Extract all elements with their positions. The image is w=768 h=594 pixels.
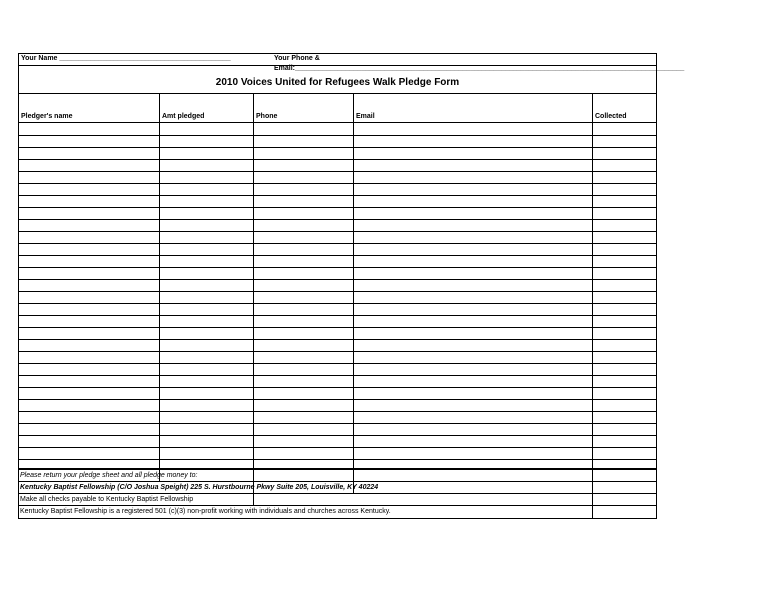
col-phone bbox=[253, 94, 353, 122]
footer-row-2 bbox=[19, 482, 656, 494]
table-row-line bbox=[19, 375, 656, 376]
table-row-line bbox=[19, 423, 656, 424]
footer-divider bbox=[592, 506, 593, 518]
table-row-line bbox=[19, 303, 656, 304]
table-row-line bbox=[19, 315, 656, 316]
table-row-line bbox=[19, 447, 656, 448]
table-row-line bbox=[19, 231, 656, 232]
table-row-line bbox=[19, 399, 656, 400]
nonprofit-note: Kentucky Baptist Fellowship is a registered 501 (c)(3) non-profit working with individuals and churches across Kentucky. bbox=[20, 508, 391, 515]
phone-email-field[interactable]: Your Phone & Email:____________________________________________________________________________________________________ bbox=[274, 55, 685, 72]
table-row-line bbox=[19, 243, 656, 244]
col-pledger-name bbox=[19, 94, 159, 122]
footer-row-1 bbox=[19, 470, 656, 482]
pledge-form bbox=[18, 53, 685, 519]
header-row bbox=[19, 54, 685, 72]
column-divider bbox=[592, 123, 593, 468]
form-title: 2010 Voices United for Refugees Walk Pledge Form bbox=[215, 77, 460, 88]
title-row bbox=[19, 66, 656, 94]
footer-divider bbox=[253, 470, 254, 482]
footer-divider bbox=[353, 482, 354, 494]
footer bbox=[19, 470, 656, 518]
footer-divider bbox=[159, 470, 160, 482]
mailing-address: Kentucky Baptist Fellowship (C/O Joshua Speight) 225 S. Hurstbourne Pkwy Suite 205, Louisville, KY 40224 bbox=[20, 484, 379, 491]
table-row-line bbox=[19, 327, 656, 328]
your-name-field[interactable]: Your Name ____________________________________________ bbox=[21, 55, 231, 62]
col-pledger-name-label: Pledger's name bbox=[21, 113, 73, 120]
return-instructions: Please return your pledge sheet and all pledge money to: bbox=[20, 472, 198, 479]
check-payable-note: Make all checks payable to Kentucky Baptist Fellowship bbox=[20, 496, 194, 503]
table-row-line bbox=[19, 387, 656, 388]
col-amt-pledged bbox=[159, 94, 253, 122]
col-email bbox=[353, 94, 592, 122]
table-row-line bbox=[19, 267, 656, 268]
table-row-line bbox=[19, 363, 656, 364]
table-row-line bbox=[19, 159, 656, 160]
column-divider bbox=[353, 123, 354, 468]
footer-divider bbox=[592, 494, 593, 506]
column-divider bbox=[253, 123, 254, 468]
table-row-line bbox=[19, 279, 656, 280]
table-row-line bbox=[19, 147, 656, 148]
table-row-line bbox=[19, 435, 656, 436]
col-collected bbox=[592, 94, 656, 122]
table-row-line bbox=[19, 291, 656, 292]
table-row-line bbox=[19, 459, 656, 460]
table-row-line bbox=[19, 183, 656, 184]
col-email-label: Email bbox=[356, 113, 375, 120]
column-divider bbox=[159, 123, 160, 468]
footer-divider bbox=[592, 482, 593, 494]
table-row-line bbox=[19, 339, 656, 340]
table-row-line bbox=[19, 219, 656, 220]
table-row-line bbox=[19, 255, 656, 256]
col-phone-label: Phone bbox=[256, 113, 278, 120]
footer-divider bbox=[592, 470, 593, 482]
table-row-line bbox=[19, 135, 656, 136]
table-row-line bbox=[19, 195, 656, 196]
table-row-line bbox=[19, 351, 656, 352]
column-header-row bbox=[19, 94, 656, 123]
table-row-line bbox=[19, 171, 656, 172]
pledge-grid[interactable] bbox=[19, 123, 656, 470]
col-amt-pledged-label: Amt pledged bbox=[162, 113, 205, 120]
table-row-line bbox=[19, 411, 656, 412]
footer-divider bbox=[253, 494, 254, 506]
footer-row-4 bbox=[19, 506, 656, 518]
table-row-line bbox=[19, 207, 656, 208]
footer-row-3 bbox=[19, 494, 656, 506]
footer-divider bbox=[353, 470, 354, 482]
col-collected-label: Collected bbox=[595, 113, 627, 120]
footer-divider bbox=[253, 482, 254, 494]
